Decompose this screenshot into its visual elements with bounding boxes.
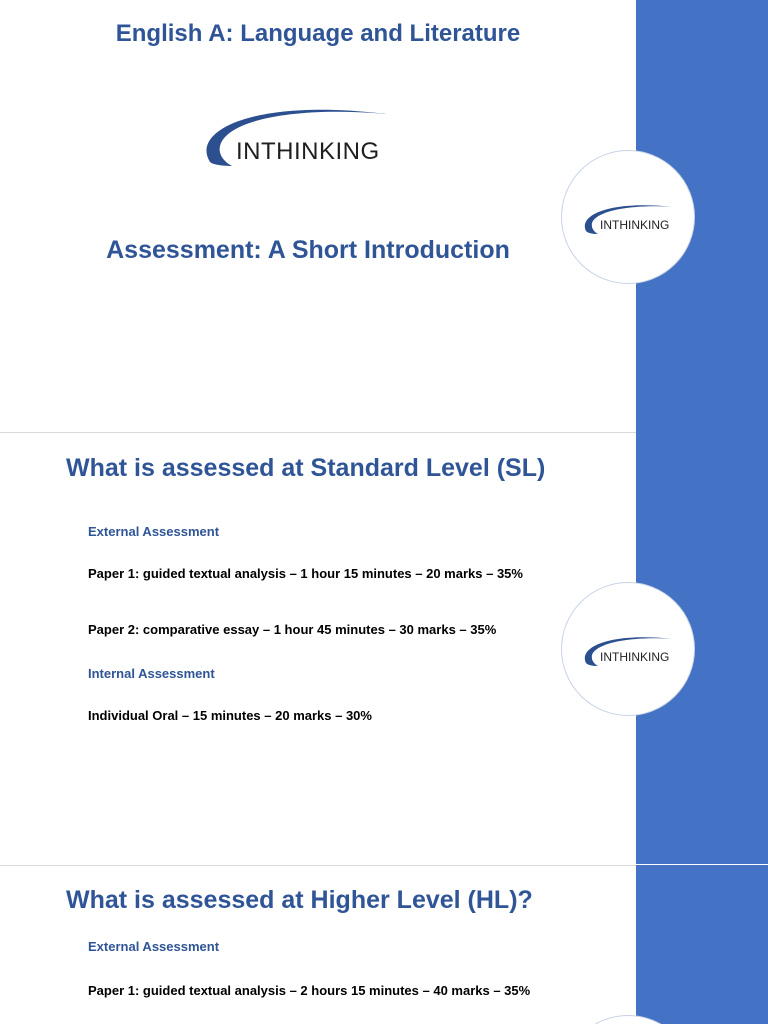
inthinking-logo (196, 100, 396, 172)
logo-text: INTHINKING (236, 138, 380, 165)
slide-higher-level (0, 865, 768, 1024)
sl-paper2: Paper 2: comparative essay – 1 hour 45 minutes – 30 marks – 35% (88, 622, 497, 637)
blue-side-band (636, 865, 768, 1024)
hl-paper1: Paper 1: guided textual analysis – 2 hours 15 minutes – 40 marks – 35% (88, 983, 531, 998)
badge-text: INTHINKING (600, 650, 670, 664)
sl-heading: What is assessed at Standard Level (SL) (66, 454, 546, 482)
hl-heading: What is assessed at Higher Level (HL)? (66, 886, 533, 914)
sl-external-label: External Assessment (88, 524, 220, 539)
course-title: English A: Language and Literature (115, 20, 521, 47)
hl-external-label: External Assessment (88, 939, 220, 954)
sl-internal-label: Internal Assessment (88, 666, 215, 681)
slide-standard-level (0, 432, 768, 864)
sl-oral: Individual Oral – 15 minutes – 20 marks – 30% (88, 708, 372, 723)
slide-subtitle: Assessment: A Short Introduction (106, 236, 510, 264)
badge-text: INTHINKING (600, 218, 670, 232)
sl-paper1: Paper 1: guided textual analysis – 1 hour 15 minutes – 20 marks – 35% (88, 566, 523, 581)
logo-badge (561, 582, 695, 716)
logo-badge (561, 150, 695, 284)
slide-title (0, 0, 768, 432)
